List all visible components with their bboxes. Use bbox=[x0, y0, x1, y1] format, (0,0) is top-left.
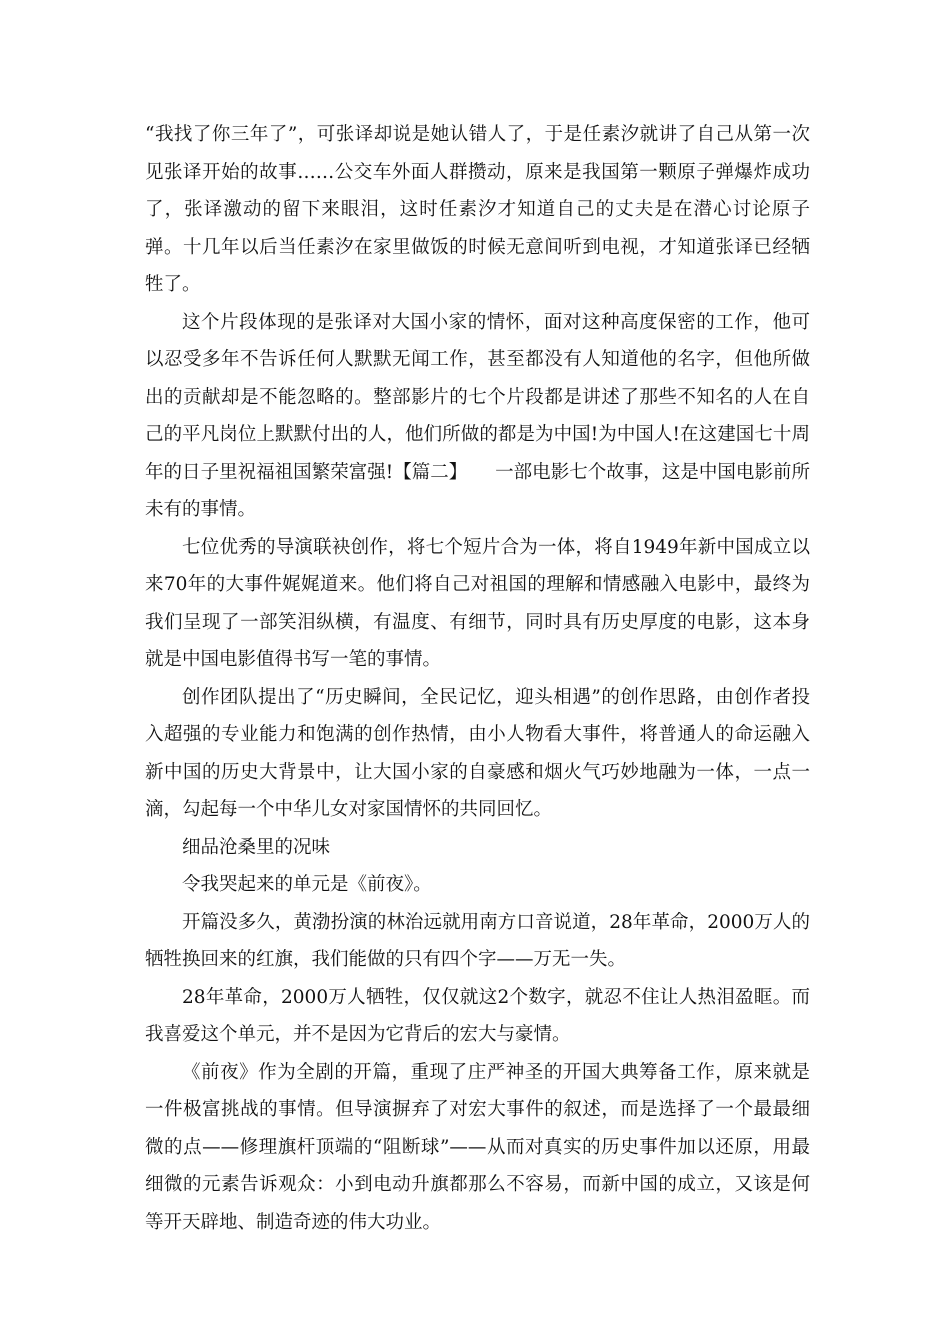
paragraph-6: 开篇没多久，黄渤扮演的林治远就用南方口音说道，28年革命，2000万人的牺牲换回来的红旗，我们能做的只有四个字——万无一失。 bbox=[145, 911, 810, 970]
document-body bbox=[145, 116, 810, 1241]
paragraph-1: “我找了你三年了”，可张译却说是她认错人了，于是任素汐就讲了自己从第一次见张译开始的故事……公交车外面人群攒动，原来是我国第一颗原子弹爆炸成功了，张译激动的留下来眼泪，这时任素汐才知道自己的丈夫是在潜心讨论原子弹。十几年以后当任素汐在家里做饭的时候无意间听到电视，才知道张译已经牺牲了。 bbox=[145, 124, 810, 295]
paragraph-3: 七位优秀的导演联袂创作，将七个短片合为一体，将自1949年新中国成立以来70年的大事件娓娓道来。他们将自己对祖国的理解和情感融入电影中，最终为我们呈现了一部笑泪纵横，有温度、有细节，同时具有历史厚度的电影，这本身就是中国电影值得书写一笔的事情。 bbox=[145, 536, 810, 670]
paragraph-7: 28年革命，2000万人牺牲，仅仅就这2个数字，就忍不住让人热泪盈眶。而我喜爱这个单元，并不是因为它背后的宏大与豪情。 bbox=[145, 986, 810, 1045]
paragraph-4: 创作团队提出了“历史瞬间，全民记忆，迎头相遇”的创作思路，由创作者投入超强的专业能力和饱满的创作热情，由小人物看大事件，将普通人的命运融入新中国的历史大背景中，让大国小家的自豪感和烟火气巧妙地融为一体，一点一滴，勾起每一个中华儿女对家国情怀的共同回忆。 bbox=[145, 686, 810, 820]
paragraph-5: 令我哭起来的单元是《前夜》。 bbox=[182, 874, 432, 895]
paragraph-8: 《前夜》作为全剧的开篇，重现了庄严神圣的开国大典筹备工作，原来就是一件极富挑战的事情。但导演摒弃了对宏大事件的叙述，而是选择了一个最最细微的点——修理旗杆顶端的“阻断球”——从而对真实的历史事件加以还原，用最细微的元素告诉观众：小到电动升旗都那么不容易，而新中国的成立，又该是何等开天辟地、制造奇迹的伟大功业。 bbox=[145, 1061, 810, 1233]
section-heading: 细品沧桑里的况味 bbox=[182, 836, 331, 858]
paragraph-2: 这个片段体现的是张译对大国小家的情怀，面对这种高度保密的工作，他可以忍受多年不告诉任何人默默无闻工作，甚至都没有人知道他的名字，但他所做出的贡献却是不能忽略的。整部影片的七个片段都是讲述了那些不知名的人在自己的平凡岗位上默默付出的人，他们所做的都是为中国!为中国人!在这建国七十周年的日子里祝福祖国繁荣富强!【篇二】 一部电影七个故事，这是中国电影前所未有的事情。 bbox=[145, 311, 810, 520]
